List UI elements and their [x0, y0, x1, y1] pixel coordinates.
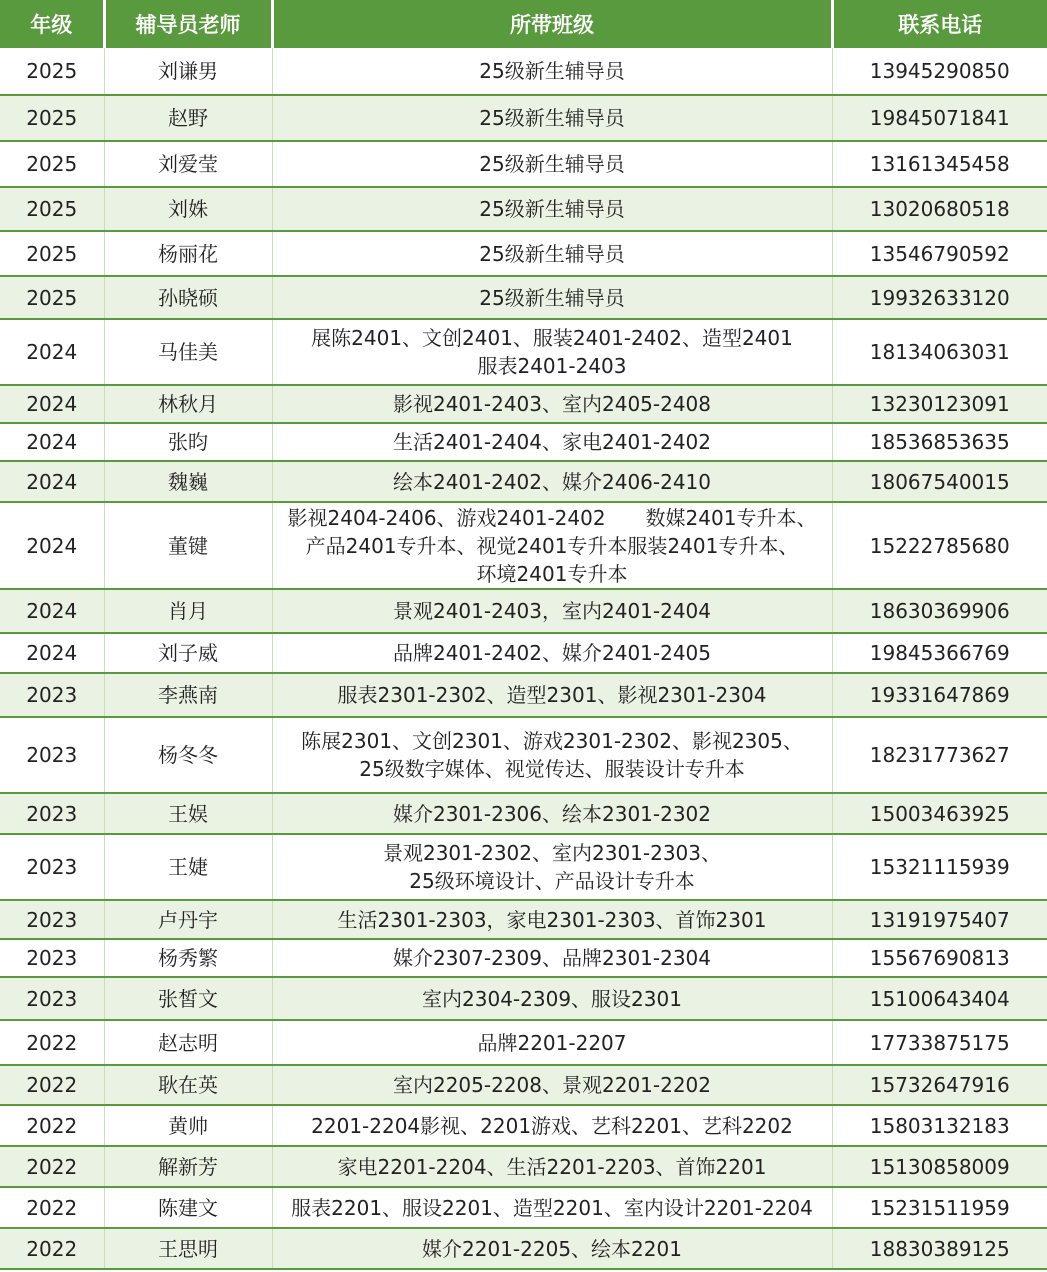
class-line: 品牌2201-2207	[477, 1030, 627, 1055]
class-line: 品牌2401-2402、媒介2401-2405	[392, 641, 712, 665]
cell-classes	[272, 834, 832, 900]
table-row	[0, 1146, 1047, 1187]
cell-grade: 2023	[0, 717, 104, 793]
cell-phone: 13945290850	[832, 48, 1047, 95]
class-line: 展陈2401、文创2401、服装2401-2402、造型2401	[311, 326, 793, 350]
class-line: 景观2401-2403，室内2401-2404	[392, 599, 712, 623]
cell-phone: 13161345458	[832, 141, 1047, 187]
cell-classes	[272, 502, 832, 589]
cell-phone: 15100643404	[832, 977, 1047, 1020]
class-line: 媒介2301-2306、绘本2301-2302	[392, 801, 712, 826]
cell-teacher: 杨冬冬	[104, 717, 272, 793]
table-row	[0, 1187, 1047, 1228]
cell-phone: 13191975407	[832, 900, 1047, 939]
cell-teacher: 刘爱莹	[104, 141, 272, 187]
cell-classes	[272, 1187, 832, 1228]
class-line: 服表2401-2403	[477, 354, 627, 378]
cell-classes	[272, 231, 832, 276]
cell-grade: 2022	[0, 1065, 104, 1105]
cell-classes	[272, 385, 832, 423]
cell-teacher: 孙晓硕	[104, 276, 272, 319]
cell-grade: 2025	[0, 48, 104, 95]
class-line: 2201-2204影视、2201游戏、艺科2201、艺科2202	[311, 1113, 793, 1138]
cell-teacher: 耿在英	[104, 1065, 272, 1105]
cell-teacher: 刘谦男	[104, 48, 272, 95]
class-line: 室内2304-2309、服设2301	[422, 986, 682, 1011]
cell-teacher: 李燕南	[104, 673, 272, 717]
cell-phone: 13230123091	[832, 385, 1047, 423]
table-row	[0, 276, 1047, 319]
header-teacher: 辅导员老师	[104, 0, 272, 48]
cell-teacher: 王思明	[104, 1228, 272, 1269]
table-body	[0, 48, 1047, 1269]
table-row	[0, 977, 1047, 1020]
cell-teacher: 黄帅	[104, 1105, 272, 1146]
cell-phone: 18067540015	[832, 461, 1047, 502]
table-row	[0, 141, 1047, 187]
class-line: 陈展2301、文创2301、游戏2301-2302、影视2305、	[301, 729, 803, 753]
cell-grade: 2023	[0, 793, 104, 834]
cell-teacher: 解新芳	[104, 1146, 272, 1187]
table-row	[0, 1065, 1047, 1105]
cell-classes	[272, 423, 832, 461]
class-line: 媒介2201-2205、绘本2201	[422, 1236, 682, 1261]
table-row	[0, 673, 1047, 717]
cell-grade: 2024	[0, 633, 104, 673]
class-line: 环境2401专升本	[476, 561, 628, 586]
header-phone: 联系电话	[832, 0, 1047, 48]
header-grade: 年级	[0, 0, 104, 48]
class-line: 25级新生辅导员	[479, 152, 625, 176]
cell-phone: 19845366769	[832, 633, 1047, 673]
cell-classes	[272, 1065, 832, 1105]
table-row	[0, 502, 1047, 589]
cell-phone: 18830389125	[832, 1228, 1047, 1269]
class-line: 影视2404-2406、游戏2401-2402 数媒2401专升本、	[287, 505, 817, 530]
table-row	[0, 48, 1047, 95]
cell-grade: 2023	[0, 673, 104, 717]
cell-phone: 15003463925	[832, 793, 1047, 834]
class-line: 25级数字媒体、视觉传达、服装设计专升本	[359, 757, 745, 781]
cell-grade: 2025	[0, 276, 104, 319]
class-line: 25级环境设计、产品设计专升本	[409, 869, 695, 893]
class-line: 25级新生辅导员	[479, 285, 625, 310]
cell-classes	[272, 187, 832, 231]
table-row	[0, 461, 1047, 502]
table-row	[0, 633, 1047, 673]
cell-teacher: 杨丽花	[104, 231, 272, 276]
cell-classes	[272, 319, 832, 385]
class-line: 25级新生辅导员	[479, 197, 625, 221]
table-row	[0, 1020, 1047, 1065]
cell-teacher: 张皙文	[104, 977, 272, 1020]
table-row	[0, 95, 1047, 141]
cell-teacher: 魏巍	[104, 461, 272, 502]
cell-classes	[272, 717, 832, 793]
cell-phone: 15222785680	[832, 502, 1047, 589]
cell-teacher: 赵野	[104, 95, 272, 141]
cell-phone: 15321115939	[832, 834, 1047, 900]
cell-classes	[272, 1020, 832, 1065]
class-line: 服表2301-2302、造型2301、影视2301-2304	[337, 683, 767, 707]
table-row	[0, 187, 1047, 231]
cell-teacher: 王婕	[104, 834, 272, 900]
cell-grade: 2025	[0, 231, 104, 276]
cell-grade: 2022	[0, 1187, 104, 1228]
cell-classes	[272, 276, 832, 319]
cell-classes	[272, 141, 832, 187]
cell-classes	[272, 793, 832, 834]
table-row	[0, 793, 1047, 834]
cell-phone: 18231773627	[832, 717, 1047, 793]
cell-phone: 18630369906	[832, 589, 1047, 633]
cell-teacher: 董键	[104, 502, 272, 589]
cell-teacher: 刘子威	[104, 633, 272, 673]
cell-grade: 2025	[0, 95, 104, 141]
cell-teacher: 卢丹宇	[104, 900, 272, 939]
cell-teacher: 马佳美	[104, 319, 272, 385]
table-row	[0, 1105, 1047, 1146]
table-row	[0, 900, 1047, 939]
cell-grade: 2022	[0, 1020, 104, 1065]
class-line: 绘本2401-2402、媒介2406-2410	[392, 469, 712, 494]
cell-phone: 15130858009	[832, 1146, 1047, 1187]
class-line: 生活2301-2303，家电2301-2303、首饰2301	[337, 907, 767, 932]
cell-phone: 15803132183	[832, 1105, 1047, 1146]
cell-grade: 2023	[0, 900, 104, 939]
class-line: 景观2301-2302、室内2301-2303、	[382, 841, 722, 865]
cell-phone: 15567690813	[832, 939, 1047, 977]
table-row	[0, 589, 1047, 633]
cell-grade: 2023	[0, 834, 104, 900]
cell-phone: 19932633120	[832, 276, 1047, 319]
cell-phone: 19331647869	[832, 673, 1047, 717]
cell-classes	[272, 48, 832, 95]
cell-grade: 2024	[0, 461, 104, 502]
cell-classes	[272, 900, 832, 939]
table-row	[0, 319, 1047, 385]
cell-phone: 13546790592	[832, 231, 1047, 276]
table-row	[0, 717, 1047, 793]
cell-classes	[272, 1228, 832, 1269]
table-row	[0, 423, 1047, 461]
table-row	[0, 834, 1047, 900]
cell-grade: 2022	[0, 1105, 104, 1146]
cell-classes	[272, 633, 832, 673]
cell-classes	[272, 1146, 832, 1187]
table-header-row	[0, 0, 1047, 48]
cell-phone: 18134063031	[832, 319, 1047, 385]
class-line: 影视2401-2403、室内2405-2408	[392, 392, 712, 416]
cell-teacher: 杨秀繁	[104, 939, 272, 977]
cell-grade: 2024	[0, 385, 104, 423]
cell-grade: 2022	[0, 1146, 104, 1187]
cell-grade: 2024	[0, 589, 104, 633]
cell-grade: 2022	[0, 1228, 104, 1269]
cell-phone: 17733875175	[832, 1020, 1047, 1065]
cell-teacher: 刘姝	[104, 187, 272, 231]
cell-teacher: 张昀	[104, 423, 272, 461]
cell-phone: 19845071841	[832, 95, 1047, 141]
class-line: 25级新生辅导员	[479, 59, 625, 83]
class-line: 25级新生辅导员	[479, 106, 625, 130]
cell-grade: 2023	[0, 939, 104, 977]
cell-classes	[272, 939, 832, 977]
cell-classes	[272, 461, 832, 502]
cell-classes	[272, 673, 832, 717]
cell-grade: 2024	[0, 423, 104, 461]
cell-classes	[272, 977, 832, 1020]
cell-grade: 2023	[0, 977, 104, 1020]
class-line: 媒介2307-2309、品牌2301-2304	[392, 946, 712, 970]
cell-grade: 2025	[0, 141, 104, 187]
cell-teacher: 王娱	[104, 793, 272, 834]
cell-phone: 18536853635	[832, 423, 1047, 461]
cell-phone: 15732647916	[832, 1065, 1047, 1105]
cell-classes	[272, 1105, 832, 1146]
table-row	[0, 385, 1047, 423]
cell-teacher: 赵志明	[104, 1020, 272, 1065]
table-row	[0, 1228, 1047, 1269]
cell-grade: 2025	[0, 187, 104, 231]
cell-phone: 13020680518	[832, 187, 1047, 231]
cell-teacher: 林秋月	[104, 385, 272, 423]
cell-classes	[272, 95, 832, 141]
class-line: 生活2401-2404、家电2401-2402	[392, 430, 712, 454]
class-line: 服表2201、服设2201、造型2201、室内设计2201-2204	[291, 1195, 813, 1220]
class-line: 产品2401专升本、视觉2401专升本服装2401专升本、	[305, 533, 799, 558]
cell-phone: 15231511959	[832, 1187, 1047, 1228]
table-row	[0, 939, 1047, 977]
cell-teacher: 肖月	[104, 589, 272, 633]
cell-grade: 2024	[0, 319, 104, 385]
class-line: 家电2201-2204、生活2201-2203、首饰2201	[337, 1154, 767, 1179]
class-line: 25级新生辅导员	[479, 241, 625, 266]
table-row	[0, 231, 1047, 276]
cell-grade: 2024	[0, 502, 104, 589]
cell-classes	[272, 589, 832, 633]
class-line: 室内2205-2208、景观2201-2202	[392, 1073, 712, 1097]
cell-teacher: 陈建文	[104, 1187, 272, 1228]
header-classes: 所带班级	[272, 0, 832, 48]
